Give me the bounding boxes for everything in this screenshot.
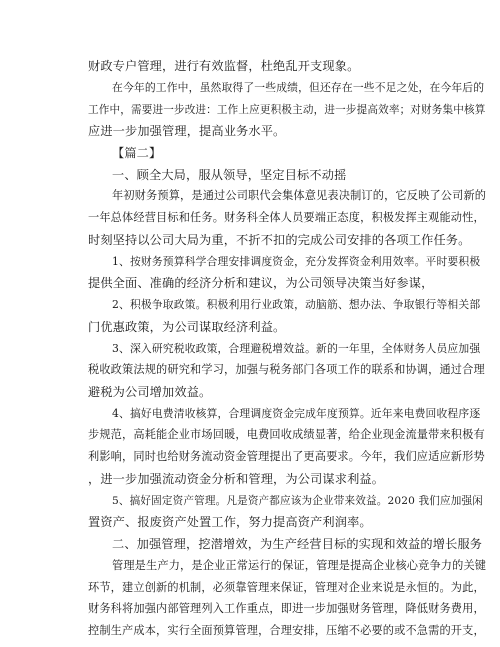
section-heading: 【篇二】 bbox=[112, 145, 162, 160]
text-line: 应进一步加强管理，提高业务水平。 bbox=[88, 124, 286, 139]
text-line: 管理是生产力，是企业正常运行的保证，管理是提高企业核心竞争力的关键 bbox=[112, 558, 487, 572]
text-line: 4、搞好电费清收核算，合理调度资金完成年度预算。近年来电费回收程序逐 bbox=[112, 406, 481, 420]
text-line: 5、搞好固定资产管理。凡是资产都应该为企业带来效益。2020 我们应加强闲 bbox=[112, 494, 484, 507]
text-line: 税收政策法规的研究和学习，加强与税务部门各项工作的联系和协调，通过合理 bbox=[88, 363, 485, 377]
text-line: 门优惠政策，为公司谋取经济利益。 bbox=[88, 319, 286, 334]
text-line: 时刻坚持以公司大局为重，不折不扣的完成公司安排的各项工作任务。 bbox=[88, 232, 471, 247]
text-line: 财务科将加强内部管理列入工作重点，即进一步加强财务管理，降低财务费用， bbox=[88, 602, 485, 616]
text-line: 利影响，同时也给财务流动资金管理提出了更高要求。今年，我们应适应新形势 bbox=[88, 450, 485, 464]
text-line: 年初财务预算，是通过公司职代会集体意见表决制订的，它反映了公司新的 bbox=[112, 189, 487, 203]
text-line: 控制生产成本，实行全面预算管理，合理安排，压缩不必要的或不急需的开支， bbox=[88, 624, 485, 637]
subsection-heading: 一、顾全大局，服从领导，坚定目标不动摇 bbox=[112, 167, 347, 182]
text-line: 提供全面、准确的经济分析和建议，为公司领导决策当好参谋， bbox=[88, 276, 434, 291]
text-line: ，进一步加强流动资金分析和管理，为公司谋求利益。 bbox=[88, 471, 385, 486]
text-line: 避税为公司增加效益。 bbox=[88, 385, 212, 399]
text-line: 3、深入研究税收政策，合理避税增效益。新的一年里，全体财务人员应加强 bbox=[112, 341, 481, 355]
text-line: 置资产、报废资产处置工作，努力提高资产利润率。 bbox=[88, 515, 372, 530]
text-line: 财政专户管理，进行有效监督，杜绝乱开支现象。 bbox=[88, 59, 360, 73]
text-line: 工作中，需要进一步改进：工作上应更积极主动，进一步提高效率；对财务集中核算 bbox=[88, 103, 486, 116]
text-line: 环节，建立创新的机制，必须靠管理来保证，管理对企业来说是永恒的。为此， bbox=[88, 580, 485, 594]
text-line: 步规范，高耗能企业市场回暖，电费回收成绩显著，给企业现金流量带来积极有 bbox=[88, 428, 485, 442]
text-line: 1、按财务预算科学合理安排调度资金，充分发挥资金利用效率。平时要积极 bbox=[112, 254, 481, 268]
text-line: 在今年的工作中，虽然取得了一些成绩，但还存在一些不足之处，在今年后的 bbox=[112, 80, 485, 94]
text-line: 一年总体经营目标和任务。财务科全体人员要端正态度，积极发挥主观能动性， bbox=[88, 211, 485, 225]
text-line: 2、积极争取政策。积极利用行业政策，动脑筋、想办法、争取银行等相关部 bbox=[112, 298, 481, 311]
subsection-heading: 二、加强管理，挖潜增效，为生产经营目标的实现和效益的增长服务 bbox=[112, 537, 483, 552]
